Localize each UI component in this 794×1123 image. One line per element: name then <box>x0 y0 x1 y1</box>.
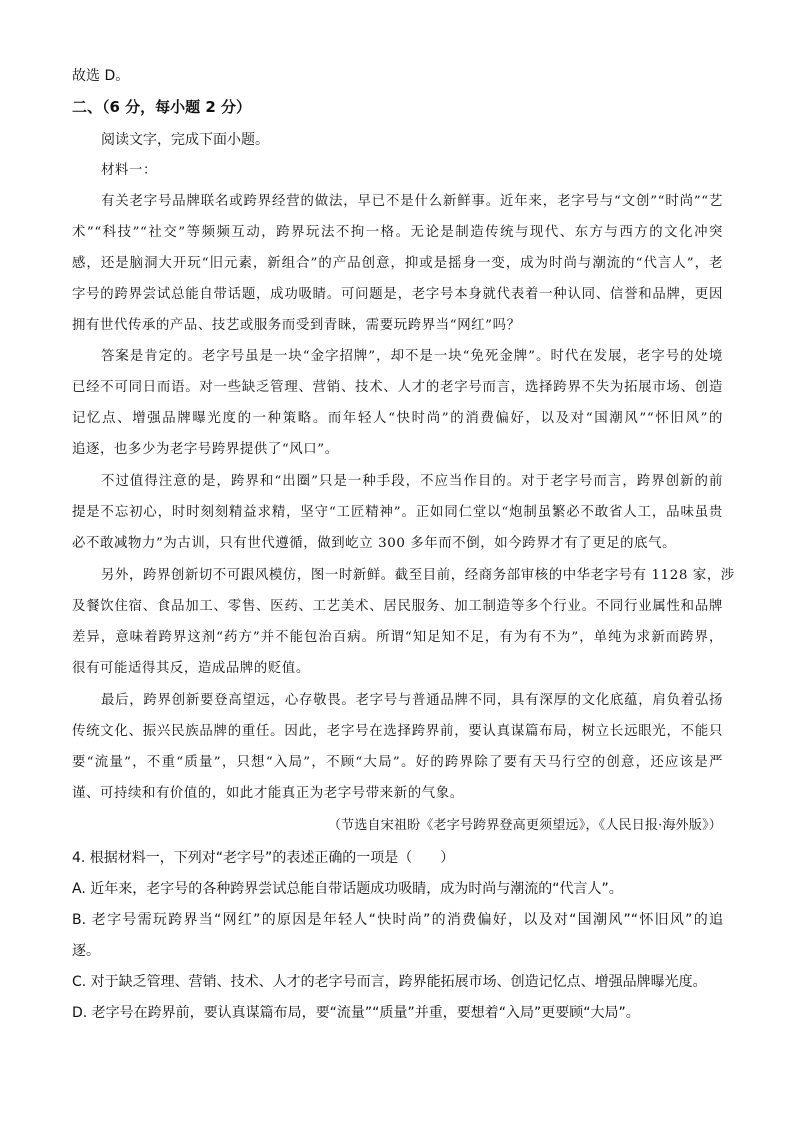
passage-line: 已经不可同日而语。对一些缺乏管理、营销、技术、人才的老字号而言，选择跨界不失为拓展市场、创造 <box>72 380 723 395</box>
passage-line: 另外，跨界创新切不可跟风模仿，图一时新鲜。截至目前，经商务部审核的中华老字号有 1128 家，涉 <box>101 568 735 583</box>
section-heading: 二、（6 分，每小题 2 分） <box>72 98 252 116</box>
passage-line: 感，还是脑洞大开玩“旧元素，新组合”的产品创意，抑或是摇身一变，成为时尚与潮流的“代言人”，老 <box>72 256 723 271</box>
option-b: B. 老字号需玩跨界当“网红”的原因是年轻人“快时尚”的消费偏好，以及对“国潮风”“怀旧风”的追 <box>72 912 723 928</box>
passage-line: 必不敢减物力”为古训，只有世代遵循，做到屹立 300 多年而不倒，如今跨界才有了更足的底气。 <box>72 536 677 551</box>
passage-line: 追逐，也多少为老字号跨界提供了“风口”。 <box>72 442 339 457</box>
reading-instruction: 阅读文字，完成下面小题。 <box>101 132 269 148</box>
source-citation: （节选自宋祖盼《老字号跨界登高更须望远》，《人民日报·海外版》） <box>327 818 722 833</box>
option-d: D. 老字号在跨界前，要认真谋篇布局，要“流量”“质量”并重，要想着“入局”更要顾“大局”。 <box>72 1005 640 1021</box>
option-a: A. 近年来，老字号的各种跨界尝试总能自带话题成功吸睛，成为时尚与潮流的“代言人”。 <box>72 881 623 897</box>
passage-line: 最后，跨界创新要登高望远，心存敬畏。老字号与普通品牌不同，具有深厚的文化底蕴，肩负着弘扬 <box>101 693 723 708</box>
option-b-continued: 逐。 <box>72 943 100 959</box>
question-stem: 4. 根据材料一，下列对“老字号”的表述正确的一项是（ ） <box>72 850 455 866</box>
passage-line: 记忆点、增强品牌曝光度的一种策略。而年轻人“快时尚”的消费偏好，以及对“国潮风”“怀旧风”的 <box>72 411 723 426</box>
passage-line: 字号的跨界尝试总能自带话题，成功吸睛。可问题是，老字号本身就代表着一种认同、信誉和品牌，更因 <box>72 287 723 302</box>
passage-line: 及餐饮住宿、食品加工、零售、医药、工艺美术、居民服务、加工制造等多个行业。不同行业属性和品牌 <box>72 599 723 614</box>
passage-line: 有关老字号品牌联名或跨界经营的做法，早已不是什么新鲜事。近年来，老字号与“文创”“时尚”“艺 <box>101 194 723 209</box>
passage-line: 提是不忘初心，时时刻刻精益求精，坚守“工匠精神”。正如同仁堂以“炮制虽繁必不敢省人工，品味虽贵 <box>72 505 723 520</box>
passage-line: 术”“科技”“社交”等频频互动，跨界玩法不拘一格。无论是制造传统与现代、东方与西方的文化冲突 <box>72 225 723 240</box>
passage-line: 传统文化、振兴民族品牌的重任。因此，老字号在选择跨界前，要认真谋篇布局，树立长远眼光，不能只 <box>72 724 723 739</box>
passage-line: 谨、可持续和有价值的，如此才能真正为老字号带来新的气象。 <box>72 786 464 801</box>
option-c: C. 对于缺乏管理、营销、技术、人才的老字号而言，跨界能拓展市场、创造记忆点、增强品牌曝光度。 <box>72 974 707 990</box>
passage-line: 答案是肯定的。老字号虽是一块“金字招牌”，却不是一块“免死金牌”。时代在发展，老字号的处境 <box>101 349 723 364</box>
passage-line: 差异，意味着跨界这剂“药方”并不能包治百病。所谓“知足知不足，有为有不为”，单纯为求新而跨界， <box>72 630 723 645</box>
passage-line: 不过值得注意的是，跨界和“出圈”只是一种手段，不应当作目的。对于老字号而言，跨界创新的前 <box>101 474 723 489</box>
passage-line: 拥有世代传承的产品、技艺或服务而受到青睐，需要玩跨界当“网红”吗？ <box>72 318 521 333</box>
material-label: 材料一： <box>101 163 157 178</box>
previous-answer: 故选 D。 <box>72 68 130 84</box>
passage-line: 很有可能适得其反，造成品牌的贬值。 <box>72 661 310 676</box>
passage-line: 要“流量”，不重“质量”，只想“入局”，不顾“大局”。好的跨界除了要有天马行空的创意，还应该是严 <box>72 755 723 770</box>
